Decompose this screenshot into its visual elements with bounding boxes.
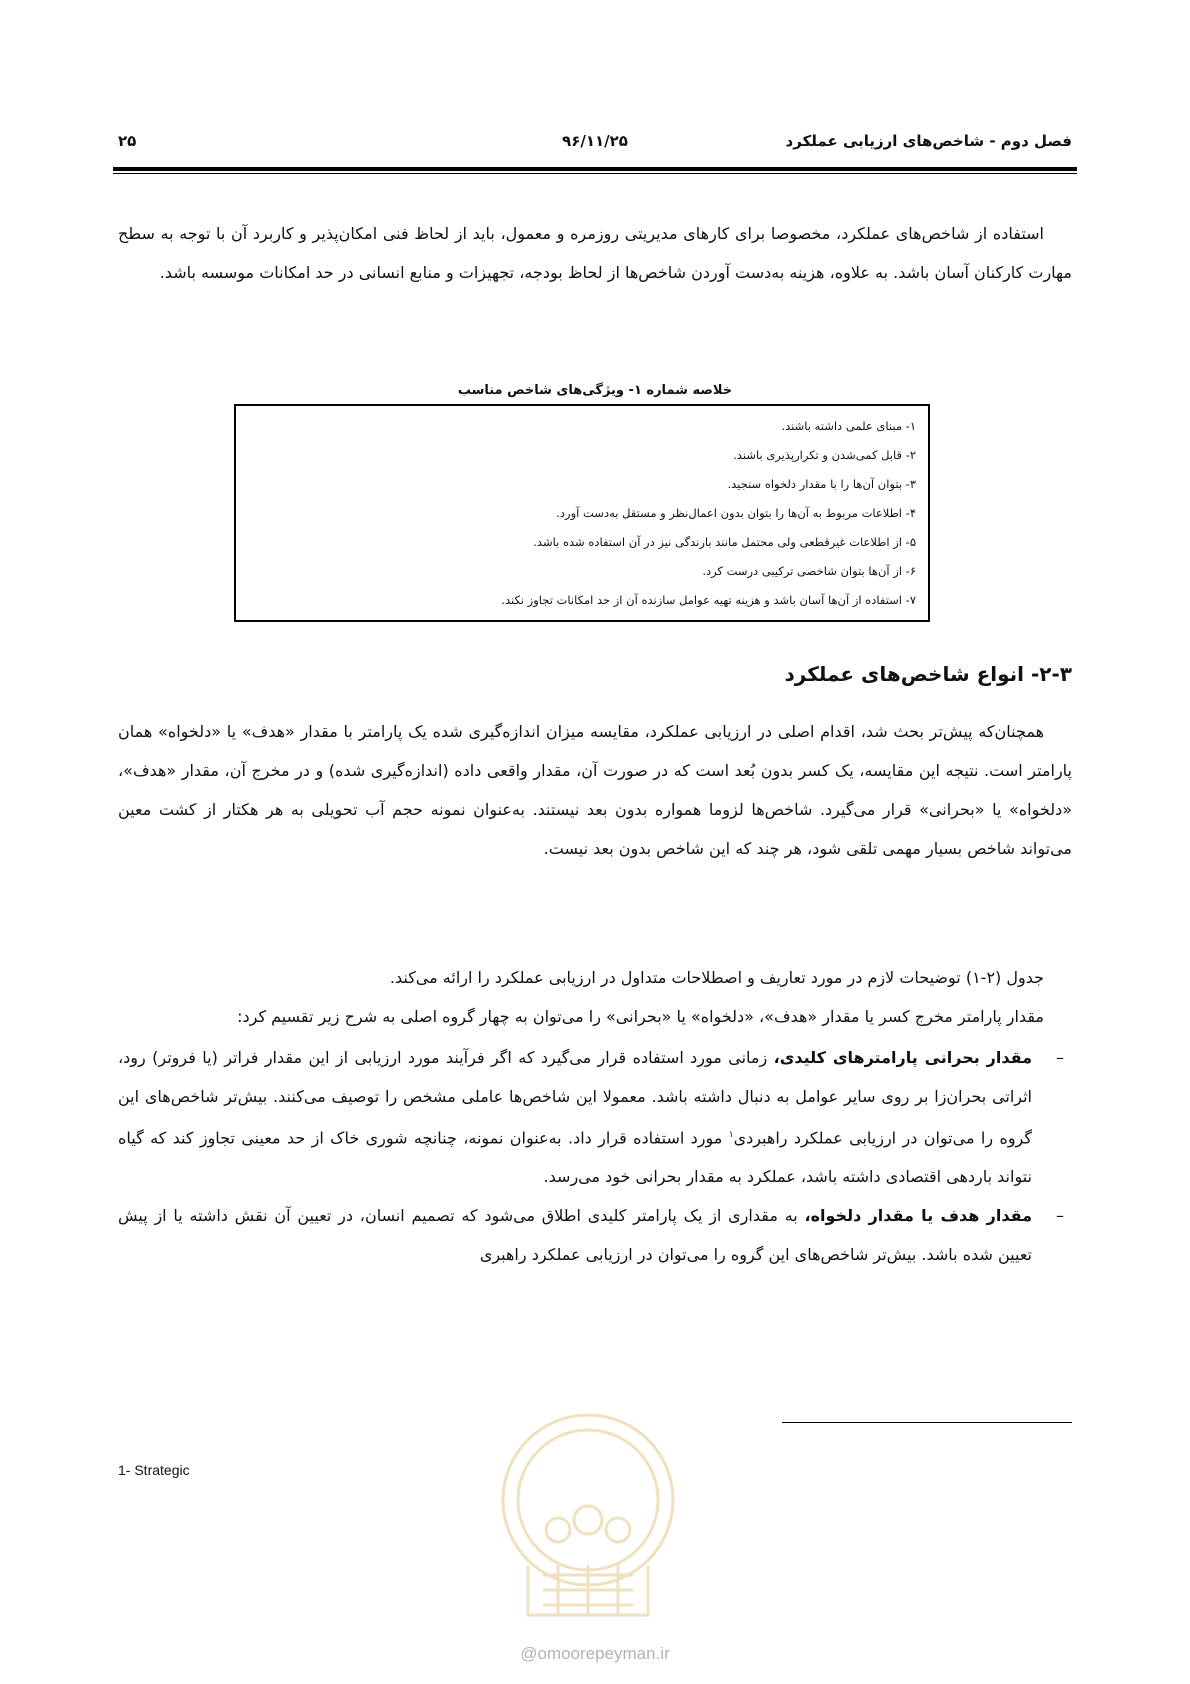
page-number: ۲۵	[118, 132, 137, 150]
running-header	[118, 128, 1072, 158]
header-rule-thin	[113, 173, 1077, 174]
summary-item: ۵- از اطلاعات غیرقطعی ولی محتمل مانند بارندگی نیز در آن استفاده شده باشد.	[533, 535, 916, 549]
bullet-term: مقدار هدف یا مقدار دلخواه،	[804, 1206, 1033, 1226]
footnote-ref: ۱	[728, 1130, 734, 1140]
watermark-logo-icon	[488, 1390, 688, 1640]
bullet-term: مقدار بحرانی پارامترهای کلیدی،	[773, 1048, 1032, 1067]
summary-item: ۲- قابل کمی‌شدن و تکرارپذیری باشند.	[733, 448, 916, 462]
paragraph-4: مقدار پارامتر مخرج کسر یا مقدار «هدف»، «دلخواه» یا «بحرانی» را می‌توان به چهار گروه اصلی به شرح زیر تقسیم کرد:	[237, 1007, 1044, 1026]
paragraph-1: استفاده از شاخص‌های عملکرد، مخصوصا برای کارهای مدیریتی روزمره و معمول، باید از لحاظ فنی امکان‌پذیر و کاربرد آن با توجه به سطح مهارت کارکنان آسان باشد. به علاوه، هزینه به‌دست آوردن شاخص‌ها از لحاظ بودجه، تجهیزات و منابع انسانی در حد امکانات موسسه باشد.	[118, 224, 1072, 282]
summary-box	[234, 404, 930, 622]
summary-box-title: خلاصه شماره ۱- ویژگی‌های شاخص مناسب	[457, 383, 733, 398]
list-item	[118, 1038, 1072, 1196]
footnote-rule	[782, 1422, 1072, 1423]
header-date: ۹۶/۱۱/۲۵	[562, 132, 628, 150]
list-item	[118, 1196, 1072, 1274]
section-heading: ۲-۳- انواع شاخص‌های عملکرد	[784, 662, 1072, 686]
bullet-list	[118, 1038, 1072, 1274]
summary-item: ۳- بتوان آن‌ها را با مقدار دلخواه سنجید.	[727, 477, 916, 491]
summary-item: ۴- اطلاعات مربوط به آن‌ها را بتوان بدون اعمال‌نظر و مستقل به‌دست آورد.	[556, 506, 916, 520]
paragraph-2: همچنان‌که پیش‌تر بحث شد، اقدام اصلی در ارزیابی عملکرد، مقایسه میزان اندازه‌گیری شده یک پارامتر با مقدار «هدف» یا «دلخواه» همان پارامتر است. نتیجه این مقایسه، یک کسر بدون بُعد است که در صورت آن، مقدار واقعی داده (اندازه‌گیری شده) و در مخرج آن، مقدار «هدف»، «دلخواه» یا «بحرانی» قرار می‌گیرد. شاخص‌ها لزوما همواره بدون بعد نیستند. به‌عنوان نمونه حجم آب تحویلی به هر هکتار از کشت معین می‌تواند شاخص بسیار مهمی تلقی شود، هر چند که این شاخص بدون بعد نیست.	[118, 722, 1072, 858]
bullet-text: مورد استفاده قرار داد. به‌عنوان نمونه، چنانچه شوری خاک از حد معینی تجاوز کند که گیاه نتواند باردهی اقتصادی داشته باشد، عملکرد به مقدار بحرانی خود می‌رسد.	[118, 1128, 1032, 1187]
paragraph-3: جدول (۲-۱) توضیحات لازم در مورد تعاریف و اصطلاحات متداول در ارزیابی عملکرد را ارائه می‌کند.	[389, 968, 1044, 987]
watermark-text: @omoorepeyman.ir	[520, 1644, 670, 1663]
summary-item: ۶- از آن‌ها بتوان شاخصی ترکیبی درست کرد.	[702, 564, 916, 578]
bullet-text: زمانی مورد استفاده قرار می‌گیرد که اگر فرآیند مورد ارزیابی از این مقدار فراتر (یا فروتر) رود، اثراتی بحران‌زا بر روی سایر عوامل به دنبال داشته باشد. معمولا این شاخص‌ها عاملی مشخص را توصیف می‌کنند. بیش‌تر شاخص‌های این گروه را می‌توان در ارزیابی عملکرد راهبردی	[118, 1048, 1032, 1148]
bullet-text: به مقداری از یک پارامتر کلیدی اطلاق می‌شود که تصمیم انسان، در تعیین آن نقش داشته یا از پیش تعیین شده باشد. بیش‌تر شاخص‌های این گروه را می‌توان در ارزیابی عملکرد راهبری	[118, 1206, 1032, 1265]
footnote: 1- Strategic	[118, 1462, 190, 1478]
header-rule-thick	[113, 167, 1077, 171]
bullet-dash: –	[1056, 1206, 1064, 1226]
summary-item: ۱- مبنای علمی داشته باشند.	[781, 419, 916, 433]
bullet-dash: –	[1056, 1048, 1064, 1067]
summary-item: ۷- استفاده از آن‌ها آسان باشد و هزینه تهیه عوامل سازنده آن از حد امکانات تجاوز نکند.	[501, 593, 916, 607]
chapter-title: فصل دوم - شاخص‌های ارزیابی عملکرد	[785, 132, 1072, 150]
